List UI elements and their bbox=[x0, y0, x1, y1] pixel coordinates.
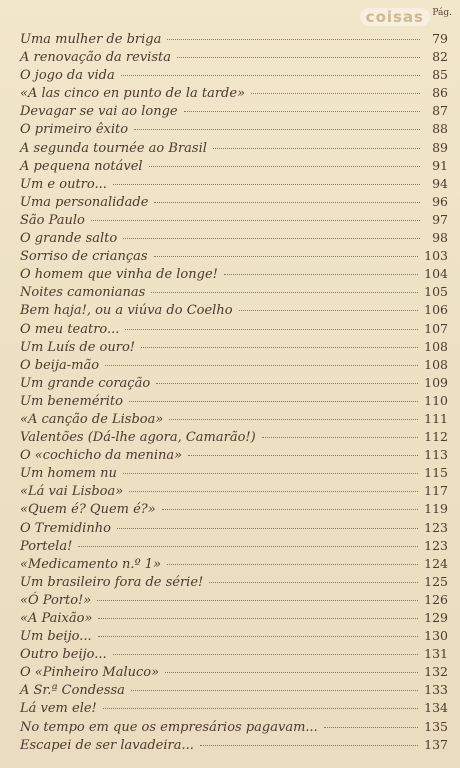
toc-entry bbox=[20, 356, 448, 374]
toc-entry bbox=[20, 320, 448, 338]
toc-entry bbox=[20, 48, 448, 66]
toc-entry bbox=[20, 66, 448, 84]
toc-entry bbox=[20, 681, 448, 699]
toc-entry-page: 110 bbox=[424, 392, 448, 408]
toc-entry-title: «A Paixão» bbox=[20, 611, 93, 626]
dot-leader bbox=[141, 347, 418, 348]
dot-leader bbox=[123, 238, 420, 239]
dot-leader bbox=[113, 654, 419, 655]
dot-leader bbox=[149, 166, 420, 167]
toc-entry-page: 133 bbox=[424, 682, 448, 698]
toc-entry bbox=[20, 211, 448, 229]
toc-entry-title: O homem que vinha de longe! bbox=[20, 267, 218, 283]
toc-entry-page: 125 bbox=[424, 573, 448, 589]
dot-leader bbox=[213, 148, 420, 149]
dot-leader bbox=[78, 546, 418, 547]
toc-entry-title: Um beijo... bbox=[20, 629, 92, 645]
toc-entry bbox=[20, 410, 448, 428]
toc-entry-title: Valentões (Dá-lhe agora, Camarão!) bbox=[20, 430, 256, 446]
toc-entry-title: Um brasileiro fora de série! bbox=[20, 574, 204, 590]
dot-leader bbox=[224, 274, 418, 275]
dot-leader bbox=[177, 57, 420, 58]
dot-leader bbox=[103, 708, 418, 709]
toc-entry bbox=[20, 555, 448, 573]
table-of-contents bbox=[20, 30, 448, 754]
toc-entry bbox=[20, 84, 448, 102]
dot-leader bbox=[134, 129, 420, 130]
dot-leader bbox=[131, 690, 418, 691]
toc-entry-title: A Sr.ª Condessa bbox=[20, 683, 125, 699]
toc-entry-page: 135 bbox=[424, 718, 448, 734]
toc-entry bbox=[20, 573, 448, 591]
page-column-label: Pág. bbox=[432, 8, 452, 18]
toc-entry-page: 107 bbox=[424, 320, 448, 336]
toc-entry bbox=[20, 482, 448, 500]
toc-entry-page: 79 bbox=[432, 31, 448, 46]
toc-entry bbox=[20, 736, 448, 754]
toc-entry-title: O grande salto bbox=[20, 231, 118, 247]
dot-leader bbox=[154, 256, 419, 257]
toc-entry-page: 103 bbox=[424, 248, 448, 264]
toc-entry-title: O jogo da vida bbox=[20, 68, 115, 84]
toc-entry-page: 129 bbox=[424, 610, 448, 625]
dot-leader bbox=[129, 401, 418, 402]
toc-entry-page: 98 bbox=[432, 230, 448, 246]
toc-entry-title: O Tremidinho bbox=[20, 520, 111, 536]
dot-leader bbox=[98, 618, 418, 619]
toc-entry-title: O beija-mão bbox=[20, 357, 100, 373]
toc-entry-page: 91 bbox=[432, 157, 448, 173]
dot-leader bbox=[123, 473, 418, 474]
toc-entry bbox=[20, 591, 448, 609]
toc-entry-page: 134 bbox=[424, 700, 448, 716]
toc-entry bbox=[20, 30, 448, 48]
toc-entry-page: 86 bbox=[432, 85, 448, 101]
toc-entry-title: A pequena notável bbox=[20, 158, 143, 174]
toc-entry bbox=[20, 283, 448, 301]
toc-entry bbox=[20, 627, 448, 645]
dot-leader bbox=[167, 39, 420, 40]
toc-entry bbox=[20, 102, 448, 120]
dot-leader bbox=[251, 93, 420, 94]
toc-entry-title: Uma mulher de briga bbox=[20, 32, 162, 47]
dot-leader bbox=[169, 419, 418, 420]
toc-entry-title: «Ó Porto!» bbox=[20, 592, 92, 608]
dot-leader bbox=[97, 600, 418, 601]
toc-entry-title: «Lá vai Lisboa» bbox=[20, 484, 124, 500]
toc-entry-page: 104 bbox=[424, 266, 448, 282]
toc-entry bbox=[20, 446, 448, 464]
toc-entry bbox=[20, 301, 448, 319]
dot-leader bbox=[91, 220, 420, 221]
dot-leader bbox=[121, 75, 420, 76]
toc-entry-page: 132 bbox=[424, 664, 448, 680]
dot-leader bbox=[167, 564, 418, 565]
dot-leader bbox=[165, 672, 418, 673]
toc-entry-title: Uma personalidade bbox=[20, 194, 149, 210]
toc-entry-title: Portela! bbox=[20, 538, 73, 554]
toc-entry bbox=[20, 718, 448, 736]
toc-entry-title: A segunda tournée ao Brasil bbox=[20, 140, 207, 156]
dot-leader bbox=[98, 636, 419, 637]
toc-entry-title: «Medicamento n.º 1» bbox=[20, 556, 162, 572]
toc-entry-title: Um grande coração bbox=[20, 375, 151, 391]
dot-leader bbox=[188, 455, 418, 456]
toc-entry bbox=[20, 175, 448, 193]
brand-watermark: coisas bbox=[360, 8, 430, 26]
toc-entry-page: 85 bbox=[432, 67, 448, 83]
dot-leader bbox=[324, 727, 418, 728]
toc-entry-title: O primeiro êxito bbox=[20, 122, 129, 138]
toc-entry bbox=[20, 265, 448, 283]
toc-entry-page: 105 bbox=[424, 284, 448, 300]
toc-entry-page: 108 bbox=[424, 356, 448, 372]
toc-entry bbox=[20, 193, 448, 211]
toc-entry-title: Bem haja!, ou a viúva do Coelho bbox=[20, 303, 233, 319]
dot-leader bbox=[151, 292, 418, 293]
dot-leader bbox=[113, 184, 420, 185]
toc-entry-title: Outro beijo... bbox=[20, 647, 107, 663]
toc-entry-page: 115 bbox=[424, 465, 448, 481]
toc-entry-page: 111 bbox=[424, 410, 448, 426]
toc-entry-title: O «cochicho da menina» bbox=[20, 448, 183, 464]
toc-entry-title: O «Pinheiro Maluco» bbox=[20, 665, 160, 681]
toc-entry-page: 106 bbox=[424, 302, 448, 318]
toc-entry-title: Um homem nu bbox=[20, 466, 117, 482]
toc-entry-page: 88 bbox=[432, 121, 448, 137]
dot-leader bbox=[129, 491, 418, 492]
toc-entry-page: 82 bbox=[432, 49, 448, 65]
toc-entry bbox=[20, 338, 448, 356]
toc-entry bbox=[20, 229, 448, 247]
toc-entry-title: No tempo em que os empresários pagavam... bbox=[20, 719, 318, 735]
toc-entry-page: 137 bbox=[424, 736, 448, 752]
toc-entry-title: «A las cinco en punto de la tarde» bbox=[20, 86, 246, 102]
dot-leader bbox=[117, 528, 418, 529]
toc-entry-page: 126 bbox=[424, 591, 448, 607]
dot-leader bbox=[105, 365, 418, 366]
toc-entry bbox=[20, 464, 448, 482]
toc-entry-page: 87 bbox=[432, 103, 448, 119]
toc-entry-title: A renovação da revista bbox=[20, 50, 171, 66]
toc-entry-title: Lá vem ele! bbox=[20, 701, 97, 717]
toc-entry bbox=[20, 120, 448, 138]
toc-entry bbox=[20, 139, 448, 157]
toc-entry-page: 119 bbox=[424, 501, 448, 517]
toc-entry-title: Noites camonianas bbox=[20, 285, 146, 301]
dot-leader bbox=[239, 310, 419, 311]
toc-entry-page: 130 bbox=[424, 628, 448, 644]
toc-entry-page: 112 bbox=[424, 429, 448, 445]
toc-entry bbox=[20, 428, 448, 446]
toc-entry-page: 117 bbox=[424, 483, 448, 499]
toc-entry-title: Escapei de ser lavadeira... bbox=[20, 737, 194, 753]
toc-entry-page: 123 bbox=[424, 519, 448, 535]
toc-entry-page: 124 bbox=[424, 555, 448, 571]
toc-entry-title: Devagar se vai ao longe bbox=[20, 104, 178, 120]
toc-entry bbox=[20, 609, 448, 627]
toc-entry-page: 89 bbox=[432, 139, 448, 155]
dot-leader bbox=[125, 329, 418, 330]
toc-entry-page: 123 bbox=[424, 537, 448, 553]
toc-entry-page: 97 bbox=[432, 211, 448, 227]
toc-entry-title: Sorriso de crianças bbox=[20, 249, 148, 265]
toc-entry bbox=[20, 537, 448, 555]
toc-entry bbox=[20, 392, 448, 410]
toc-entry-title: Um e outro... bbox=[20, 176, 107, 192]
toc-entry bbox=[20, 374, 448, 392]
toc-entry-title: São Paulo bbox=[20, 212, 85, 228]
toc-entry-page: 113 bbox=[424, 447, 448, 463]
toc-entry bbox=[20, 519, 448, 537]
toc-entry bbox=[20, 157, 448, 175]
toc-entry-title: Um benemérito bbox=[20, 393, 123, 409]
toc-entry-page: 94 bbox=[432, 175, 448, 191]
toc-entry bbox=[20, 663, 448, 681]
dot-leader bbox=[156, 383, 418, 384]
dot-leader bbox=[154, 202, 420, 203]
toc-entry-title: Um Luís de ouro! bbox=[20, 339, 135, 355]
toc-entry bbox=[20, 500, 448, 518]
toc-entry-title: «A canção de Lisboa» bbox=[20, 411, 164, 427]
toc-entry-page: 96 bbox=[432, 193, 448, 209]
toc-entry-title: O meu teatro... bbox=[20, 321, 120, 337]
toc-entry-page: 109 bbox=[424, 374, 448, 390]
dot-leader bbox=[184, 111, 420, 112]
toc-entry bbox=[20, 247, 448, 265]
toc-entry-page: 131 bbox=[424, 646, 448, 662]
toc-entry-page: 108 bbox=[424, 338, 448, 354]
toc-entry bbox=[20, 699, 448, 717]
dot-leader bbox=[262, 437, 418, 438]
toc-entry-title: «Quem é? Quem é?» bbox=[20, 502, 156, 518]
dot-leader bbox=[200, 745, 418, 746]
dot-leader bbox=[162, 509, 418, 510]
toc-entry bbox=[20, 645, 448, 663]
dot-leader bbox=[209, 582, 418, 583]
